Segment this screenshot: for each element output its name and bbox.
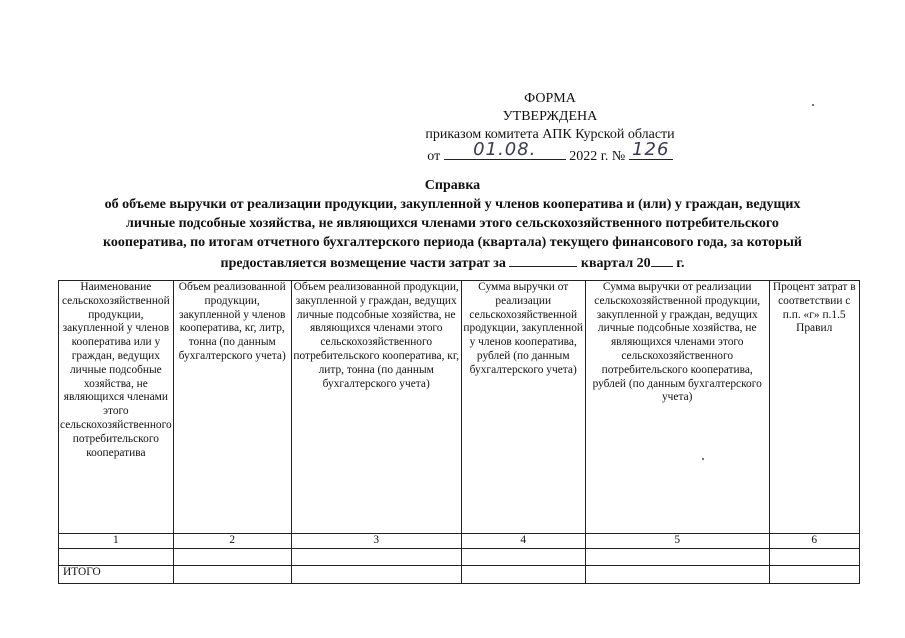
total-cell[interactable] (173, 566, 291, 584)
title-line-4 (40, 252, 865, 273)
order-text: приказом комитета АПК Курской области (425, 127, 675, 142)
col-number-4: 4 (461, 534, 585, 549)
col-number-2: 2 (173, 534, 291, 549)
date-prefix: от (427, 149, 441, 164)
col-header-6: Процент затрат в соответствии с п.п. «г» п.1.5 Правил (769, 281, 859, 534)
handwritten-order-number: 126 (632, 139, 670, 160)
col-number-6: 6 (769, 534, 859, 549)
year-text: 2022 г. № (569, 149, 626, 164)
col-header-4: Сумма выручки от реализации сельскохозяйственной продукции, закупленной у членов кооператива, рублей (по данным бухгалтерского учета) (461, 281, 585, 534)
col-header-2: Объем реализованной продукции, закупленной у членов кооператива, кг, литр, тонна (по данным бухгалтерского учета) (173, 281, 291, 534)
total-row (59, 566, 860, 584)
title-line-4-prefix: предоставляется возмещение части затрат за (220, 256, 506, 271)
column-number-row (59, 534, 860, 549)
total-cell[interactable] (291, 566, 461, 584)
col-header-1: Наименование сельскохозяйственной продукции, закупленной у членов кооператива или у граждан, ведущих личные подсобные хозяйства, не являющихся членами этого сельскохозяйственного потребительского кооператива (59, 281, 174, 534)
total-cell[interactable] (585, 566, 769, 584)
empty-cell[interactable] (585, 549, 769, 566)
empty-cell[interactable] (173, 549, 291, 566)
handwritten-date: 01.08. (473, 139, 537, 160)
col-number-3: 3 (291, 534, 461, 549)
form-label: ФОРМА (524, 91, 576, 106)
title-line-3: кооператива, по итогам отчетного бухгалтерского периода (квартала) текущего финансового года, за который (103, 235, 802, 250)
title-line-1: об объеме выручки от реализации продукции, закупленной у членов кооператива и (или) у граждан, ведущих (104, 197, 801, 212)
report-table (58, 280, 860, 584)
title-line-4-suffix: г. (676, 256, 685, 271)
order-number-field (629, 139, 673, 160)
approved-label: УТВЕРЖДЕНА (502, 109, 598, 124)
empty-cell[interactable] (59, 549, 174, 566)
empty-cell[interactable] (769, 549, 859, 566)
col-number-5: 5 (585, 534, 769, 549)
col-header-3: Объем реализованной продукции, закупленной у граждан, ведущих личные подсобные хозяйства, не являющихся членами этого сельскохозяйственного потребительского кооператива, кг, литр, тонна (по данным бухгалтерского учета) (291, 281, 461, 534)
col-header-5: Сумма выручки от реализации сельскохозяйственной продукции, закупленной у граждан, ведущих личные подсобные хозяйства, не являющихся членами этого сельскохозяйственного потребительского кооператива, рублей (по данным бухгалтерского учета) (585, 281, 769, 534)
quarter-blank (509, 252, 577, 267)
title-heading: Справка (424, 178, 481, 193)
total-label: ИТОГО (59, 566, 174, 584)
table-row (59, 549, 860, 566)
empty-cell[interactable] (461, 549, 585, 566)
empty-cell[interactable] (291, 549, 461, 566)
scan-speck (812, 104, 814, 106)
date-field (444, 139, 566, 160)
col-number-1: 1 (59, 534, 174, 549)
order-date-line (427, 139, 672, 166)
year-blank (651, 252, 673, 267)
title-line-2: личные подсобные хозяйства, не являющихся членами этого сельскохозяйственного потребительского (126, 216, 779, 231)
approval-block (400, 90, 700, 166)
total-cell[interactable] (461, 566, 585, 584)
document-title (40, 176, 865, 273)
scan-speck (702, 458, 704, 460)
total-cell[interactable] (769, 566, 859, 584)
title-line-4-quarter: квартал 20 (580, 256, 651, 271)
header-row (59, 281, 860, 534)
